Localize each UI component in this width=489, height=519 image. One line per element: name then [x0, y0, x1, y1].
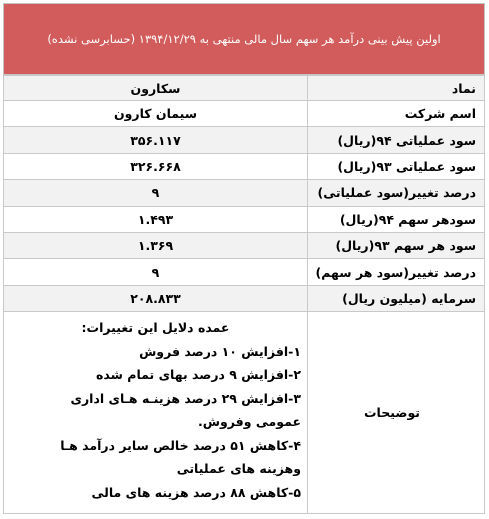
row-value: ۳۵۶.۱۱۷ [4, 127, 308, 153]
row-value: ۹ [4, 180, 308, 206]
row-label-symbol: نماد [308, 76, 485, 101]
row-label: سرمایه (میلیون ریال) [308, 285, 485, 311]
row-label: سودهر سهم ۹۴(ریال) [308, 206, 485, 232]
row-value: سیمان کارون [4, 101, 308, 127]
row-label: سود هر سهم ۹۳(ریال) [308, 232, 485, 258]
table-row [4, 153, 485, 179]
row-value: ۲۰۸.۸۳۳ [4, 285, 308, 311]
table-title: اولین پیش بینی درآمد هر سهم سال مالی منتهی به ۱۳۹۴/۱۲/۲۹ (حسابرسی نشده) [3, 3, 485, 75]
table-row [4, 232, 485, 258]
table-row-notes [4, 312, 485, 514]
notes-line: ۱-افزایش ۱۰ درصد فروش [139, 343, 301, 359]
notes-line-heading: عمده دلایل این تغییرات: [81, 320, 230, 336]
notes-content [4, 312, 308, 514]
notes-line: ۴-کاهش ۵۱ درصد خالص سایر درآمد هـا [60, 437, 301, 453]
row-value-symbol: سکارون [4, 76, 308, 101]
row-value: ۱.۴۹۳ [4, 206, 308, 232]
row-label: درصد تغییر(سود عملیاتی) [308, 180, 485, 206]
notes-line: ۳-افزایش ۲۹ درصد هزینـه هـای اداری [70, 390, 301, 406]
row-label: اسم شرکت [308, 101, 485, 127]
table-row [4, 180, 485, 206]
notes-line: ۵-کاهش ۸۸ درصد هزینه های مالی [91, 484, 301, 500]
notes-line: عمومی وفروش. [198, 414, 301, 430]
row-label: سود عملیاتی ۹۴(ریال) [308, 127, 485, 153]
table-row [4, 285, 485, 311]
row-value: ۹ [4, 259, 308, 285]
notes-line: وهزینه های عملیاتی [176, 461, 301, 477]
notes-label: توضیحات [308, 312, 485, 514]
row-label: سود عملیاتی ۹۳(ریال) [308, 153, 485, 179]
table-row [4, 127, 485, 153]
table-row [4, 206, 485, 232]
notes-line: ۲-افزایش ۹ درصد بهای تمام شده [96, 367, 301, 383]
table-row-symbol [4, 76, 485, 101]
eps-forecast-table-container [3, 3, 485, 516]
eps-table [3, 75, 485, 514]
row-value: ۱.۳۶۹ [4, 232, 308, 258]
table-row [4, 101, 485, 127]
row-label: درصد تغییر(سود هر سهم) [308, 259, 485, 285]
table-row [4, 259, 485, 285]
row-value: ۳۲۶.۶۶۸ [4, 153, 308, 179]
